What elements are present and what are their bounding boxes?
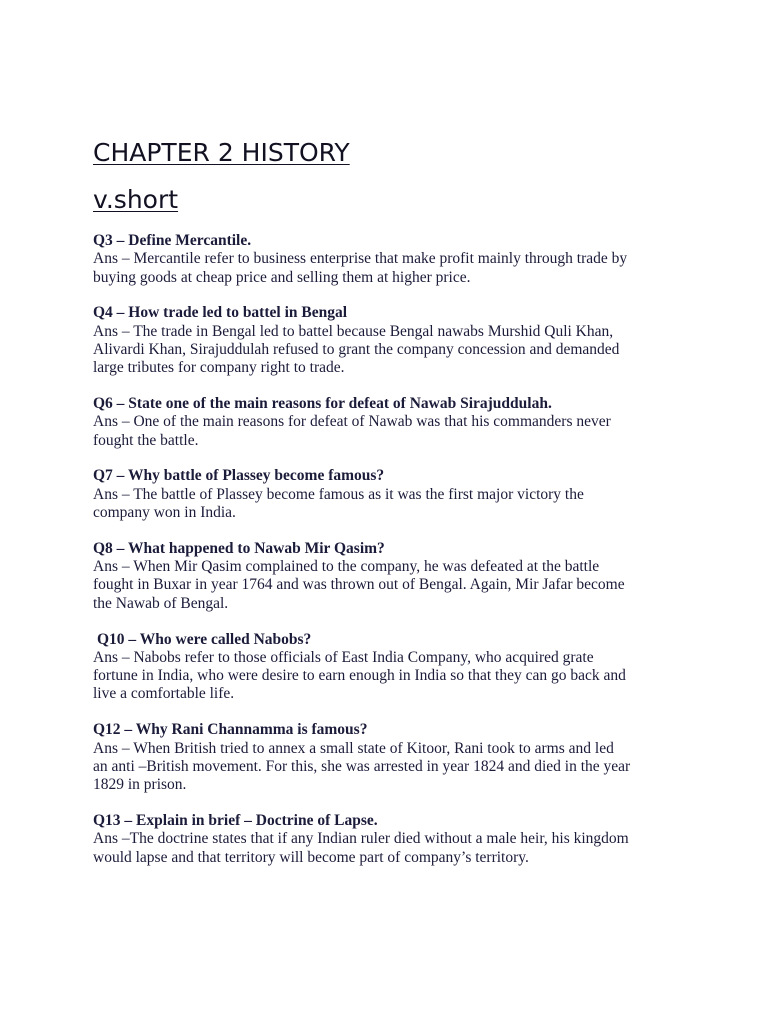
answer-line: large tributes for company right to trade. [93, 359, 345, 377]
qa-item-q13 [93, 812, 683, 867]
answer-line: Ans – Mercantile refer to business enterprise that make profit mainly through trade by [93, 250, 628, 268]
answer-line: Alivardi Khan, Sirajuddulah refused to grant the company concession and demanded [93, 340, 620, 358]
qa-item-q10 [93, 631, 683, 704]
question-q12: Q12 – Why Rani Channamma is famous? [93, 721, 368, 739]
answer-line: 1829 in prison. [93, 776, 187, 794]
qa-item-q4 [93, 304, 683, 377]
answer-line: company won in India. [93, 504, 236, 522]
answer-line: fought in Buxar in year 1764 and was thrown out of Bengal. Again, Mir Jafar become [93, 576, 625, 594]
answer-line: Ans –The doctrine states that if any Indian ruler died without a male heir, his kingdom [93, 830, 629, 848]
question-q10: Q10 – Who were called Nabobs? [97, 630, 312, 648]
answer-q4 [93, 323, 683, 378]
chapter-title: CHAPTER 2 HISTORY [93, 138, 350, 167]
question-q6: Q6 – State one of the main reasons for defeat of Nawab Sirajuddulah. [93, 395, 552, 413]
answer-line: live a comfortable life. [93, 685, 235, 703]
answer-line: fought the battle. [93, 431, 199, 449]
section-title: v.short [93, 185, 179, 214]
answer-line: Ans – When British tried to annex a small state of Kitoor, Rani took to arms and led [93, 739, 614, 757]
answer-line: Ans – Nabobs refer to those officials of East India Company, who acquired grate [93, 648, 594, 666]
qa-item-q8 [93, 540, 683, 613]
qa-item-q7 [93, 467, 683, 522]
answer-q8 [93, 558, 683, 613]
question-q4: Q4 – How trade led to battel in Bengal [93, 304, 348, 322]
question-q7: Q7 – Why battle of Plassey become famous? [93, 467, 385, 485]
answer-line: buying goods at cheap price and selling them at higher price. [93, 268, 471, 286]
question-q13: Q13 – Explain in brief – Doctrine of Lapse. [93, 811, 378, 829]
question-q3: Q3 – Define Mercantile. [93, 232, 252, 249]
qa-item-q6 [93, 395, 683, 450]
question-answer-list [93, 232, 683, 884]
answer-line: Ans – The battle of Plassey become famous as it was the first major victory the [93, 485, 584, 503]
qa-item-q12 [93, 721, 683, 794]
answer-line: Ans – One of the main reasons for defeat of Nawab was that his commanders never [93, 413, 611, 431]
answer-q3 [93, 250, 683, 287]
answer-q12 [93, 740, 683, 795]
answer-q10 [93, 649, 683, 704]
qa-item-q3 [93, 232, 683, 287]
answer-line: Ans – When Mir Qasim complained to the company, he was defeated at the battle [93, 558, 600, 576]
answer-line: fortune in India, who were desire to earn enough in India so that they can go back and [93, 667, 626, 685]
answer-line: Ans – The trade in Bengal led to battel because Bengal nawabs Murshid Quli Khan, [93, 322, 614, 340]
answer-line: the Nawab of Bengal. [93, 594, 229, 612]
answer-q6 [93, 413, 683, 450]
answer-line: would lapse and that territory will become part of company’s territory. [93, 848, 529, 866]
answer-line: an anti –British movement. For this, she was arrested in year 1824 and died in the year [93, 757, 631, 775]
answer-q7 [93, 486, 683, 523]
answer-q13 [93, 830, 683, 867]
question-q8: Q8 – What happened to Nawab Mir Qasim? [93, 539, 385, 557]
